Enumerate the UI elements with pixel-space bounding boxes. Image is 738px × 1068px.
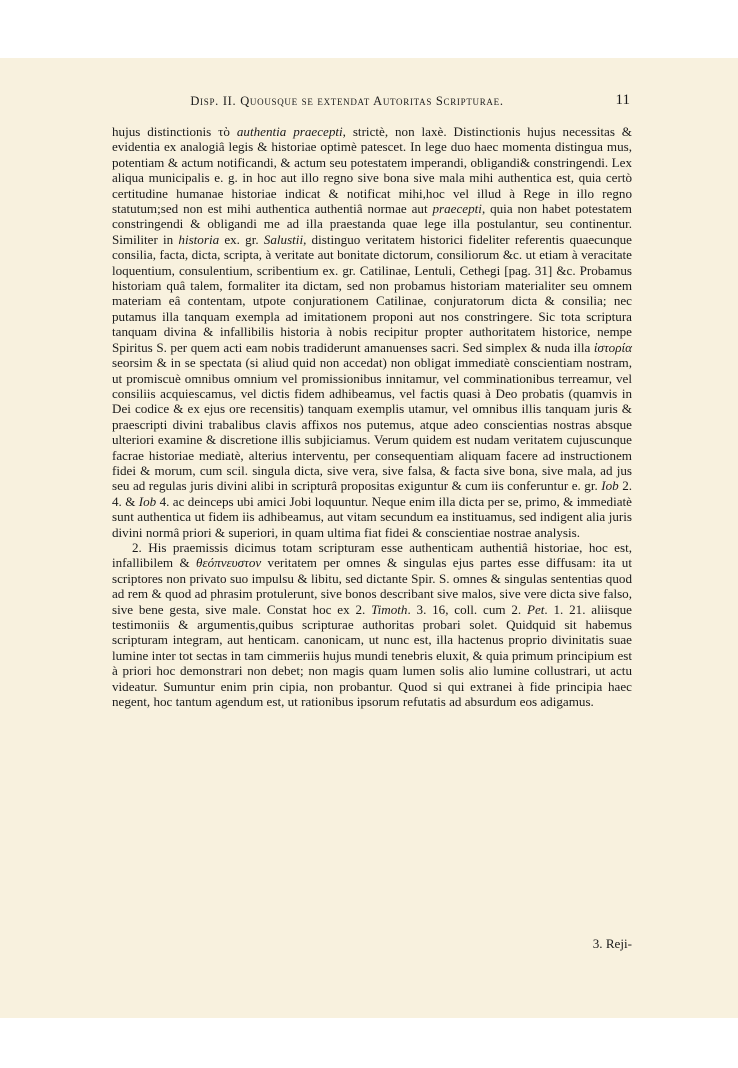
italic-term: Pet [526,601,545,617]
page-number: 11 [615,92,630,108]
text-run: 4. ac deinceps ubi amici Jobi loquuntur. Neque enim illa dicta per se, primo, & immediatè sunt authentica ut fidem iis adhibeamus, aut vitam secundum ea instituamus, sed indigent alia juris divini normâ priori & superiori, in quam ultima fiat fidei & conscientiae nostrae analysis. [112,493,632,540]
text-run: veritatem per omnes & singulas ejus partes esse diffusam: ita ut scriptores non privato suo impulsu & libitu, sed dictante Spir. S. omnes & singulas sententias quod ad rem & quod ad phrasim protulerunt, sive bonos describant sive malos, sive vere dicta sive falso, sive bene gesta, sive male. Constat hoc ex 2. [112,555,632,617]
text-run: 2. His praemissis dicimus totam scripturam esse authenticam authentiâ historiae, hoc est, infallibilem & [112,539,632,571]
text-run: 2. 4. & [112,478,633,509]
text-run: , strictè, non laxè. Distinctionis hujus necessitas & evidentia ex analogiâ legis & historiae optimè patescet. In lege duo haec momenta distingua mus, potentiam & actum notificandi, & actum seu potestatem imperandi, obligandi& constringendi. Lex aliqua municipalis e. g. in hoc aut illo regno sive bona sive mala mihi authentica est, quia certò certitudine humanae historiae indicat & notificat mihi,hoc vel illud à Rege in illo regno statutum;sed non est mihi authentica authentiâ normae aut [112,124,632,217]
text-run: hujus distinctionis τὸ [112,124,237,139]
greek-term: θεόπνευστον [196,555,262,571]
italic-term: authentia praecepti [236,124,343,139]
page-header [112,94,630,114]
catchword: 3. Reji- [592,936,632,951]
italic-term: historia [178,231,220,247]
text-run: ex. gr. [219,231,264,247]
italic-term: Iob [601,478,619,494]
text-run: seorsim & in se spectata (si aliud quid non accedat) non obligat immediatè conscientiam nostram, ut promiscuè omnibus omnium vel promissionibus innitamur, vel comminationibus terreamur, vel consiliis acquiescamus, vel dictis fidem adhibeamus, vel factis quasi à Deo probatis (quamvis in Dei codice & ex ejus ore recensitis) tanquam exemplis utamur, vel omnibus illis tanquam juris & praescripti divini trabalibus clavis affixos nos putemus, atque adeo conscientias nostras absque ulteriori examine & discretione illis subjiciamus. Verum quidem est nudam veritatem cujuscunque facrae historiae mediatè, alterius interventu, per consequentiam aliquam facere ad instructionem fidei & morum, cum scil. singula dicta, sive vera, sive falsa, & facta sive bona, sive mala, ad jus seu ad regulas juris divini alibi in scripturâ propositas exiguntur & cum iis conferuntur e. gr. [112,355,632,494]
italic-term: Timoth [371,601,408,617]
paragraph-2 [112,540,632,709]
text-run: . 3. 16, coll. cum 2. [407,601,527,617]
text-run: , quia non habet potestatem constringendi & obligandi me ad illa praestanda quae lege illa postulantur, seu continentur. Similiter in [112,201,632,247]
text-run: , distinguo veritatem historici fideliter referentis quaecunque consilia, facta, dicta, scripta, à veritate aut bonitate dictorum, consiliorum &c. ut etiam à veracitate loquentium, consulentium, scribentium ex. gr. Catilinae, Lentuli, Cethegi [pag. 31] &c. Probamus historiam quâ talem, formaliter ita dictam, sed non probamus historiam materialiter seu omnem materiam eâ contentam, utpote conjurationem Catilinae, conjuratorum dicta & consilia; nec putamus illa tanquam exempla ad imitationem proponi aut nos constringere. Sic tota scriptura tanquam divina & infallibilis historia à nobis recipitur propter authoritatem historice, nempe Spiritus S. per quem acti eam nobis tradiderunt amanuenses sacri. Sed simplex & nuda illa [112,231,632,355]
running-head: Disp. II. Quousque se extendat Autoritas Scripturae. [190,94,504,108]
book-page [0,58,738,1018]
greek-term: ἱστορία [593,339,632,355]
italic-term: praecepti [432,201,482,217]
body-text [112,124,632,709]
italic-term: Iob [138,493,157,509]
paragraph-1 [112,124,632,540]
text-run: . 1. 21. aliisque testimoniis & argumentis,quibus scripturae authoritas probari solet. Quidquid sit habemus scripturam integram, aut henticam. canonicam, ut nunc est, illa hactenus proprio divinitatis suae lumine inter tot sectas in tam cimmeriis hujus mundi tenebris eluxit, & quia primum principium est à priori hoc demonstrari non debet; non magis quam lumen solis alio lumine collustrari, ut actu videatur. Sumuntur enim prin cipia, non probantur. Quod si qui extranei à fide principia haec negent, hoc tantum agendum est, ut rationibus ipsorum refutatis ad absurdum eos adigamus. [112,601,632,710]
italic-term: Salustii [263,231,304,247]
